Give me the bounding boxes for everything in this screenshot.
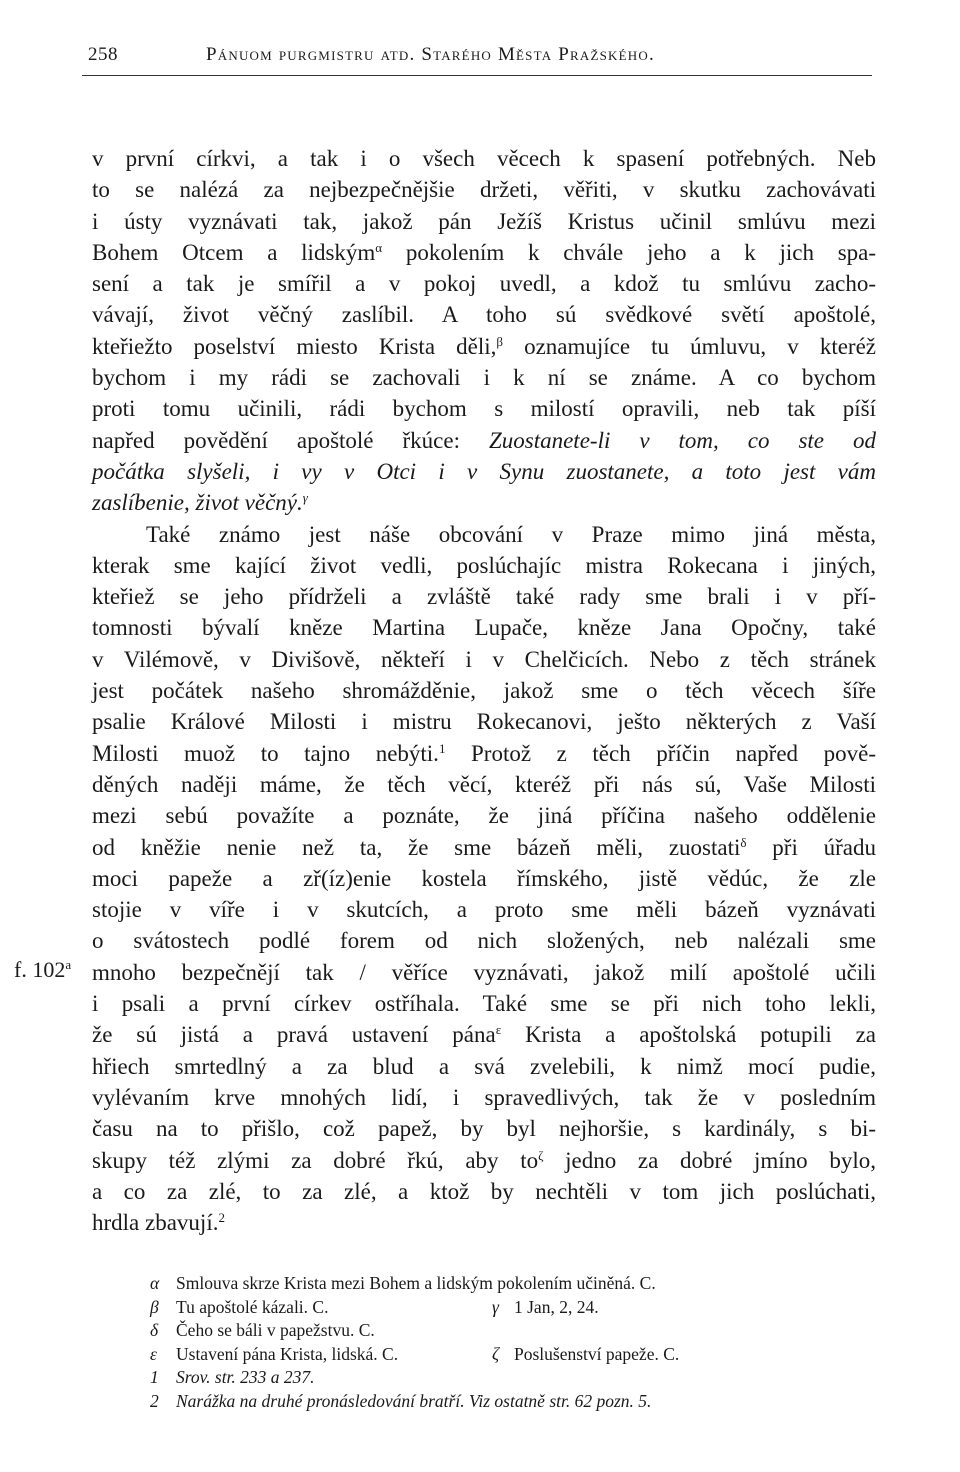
- header-rule: [82, 75, 872, 76]
- text-line: času na to přišlo, což papež, by byl nejhoršie, s kardinály, s bi-: [92, 1116, 876, 1142]
- text-line: Milosti muož to tajno nebýti.$^1$ Protož z těch příčin napřed pově-: [92, 740, 876, 766]
- text-line: o svátostech podlé forem od nich složených, neb nalézali sme: [92, 928, 876, 954]
- text-line: kteřiežto poselství miesto Krista děli,$^\beta$ oznamujíce tu úmluvu, v kteréž: [92, 333, 877, 359]
- text-line: hřiech smrtedlný a za blud a svá zvelebili, k nimž mocí pudie,: [92, 1053, 876, 1079]
- note-mark: β: [496, 333, 503, 349]
- text-line: že sú jistá a pravá ustavení pána$^\varepsilon$ Krista a apoštolská potupili za: [92, 1022, 877, 1048]
- text-line: zaslíbenie, život věčný.$^\gamma$: [92, 490, 308, 516]
- footnote: δ Čeho se báli v papežstvu. C.: [150, 1320, 375, 1341]
- text-line: psalie Králové Milosti i mistru Rokecanovi, ješto některých z Vaší: [92, 709, 876, 735]
- text-line: a co za zlé, to za zlé, a ktož by nechtěli v tom jich poslúchati,: [92, 1178, 876, 1204]
- text-line: to se nalézá za nejbezpečnějšie držeti, věřiti, v skutku zachovávati: [92, 177, 876, 203]
- running-title: Pánuom purgmistru atd. Starého Města Pražského.: [206, 44, 655, 65]
- text-line: proti tomu učinili, rádi bychom s milostí opravili, neb tak píší: [92, 396, 876, 422]
- text-line: sení a tak je smířil a v pokoj uvedl, a kdož tu smlúvu zacho-: [92, 271, 876, 297]
- note-mark: δ: [740, 834, 747, 850]
- text-line: vávají, život věčný zaslíbil. A toho sú svědkové světí apoštolé,: [92, 302, 876, 328]
- text-line: napřed povědění apoštolé řkúce: Zuostanete-li v tom, co ste od: [92, 427, 877, 453]
- note-mark: γ: [302, 490, 308, 506]
- note-mark: ζ: [538, 1147, 544, 1163]
- text-line: Bohem Otcem a lidským$^\alpha$ pokolením k chvále jeho a k jich spa-: [92, 239, 877, 265]
- text-line: jest počátek našeho shromážděnie, jakož sme o těch věcech šíře: [92, 678, 876, 704]
- text-line: v první církvi, a tak i o všech věcech k spasení potřebných. Neb: [92, 146, 876, 171]
- text-line: mnoho bezpečnějí tak / věříce vyznávati, jakož milí apoštolé učili: [92, 959, 876, 985]
- footnote: 1 Srov. str. 233 a 237.: [150, 1367, 315, 1388]
- note-mark: 1: [438, 740, 446, 756]
- footnote: ε Ustavení pána Krista, lidská. C. ζ Poslušenství papeže. C.: [150, 1343, 880, 1367]
- page-number: 258: [88, 44, 118, 65]
- note-mark: α: [375, 239, 383, 255]
- text-line: počátka slyšeli, i vy v Otci i v Synu zuostanete, a toto jest vám: [92, 458, 876, 484]
- footnote: α Smlouva skrze Krista mezi Bohem a lidským pokolením učiněná. C.: [150, 1273, 656, 1293]
- text-line: tomnosti bývalí kněze Martina Lupače, kněze Jana Opočny, také: [92, 615, 876, 641]
- footnote: β Tu apoštolé kázali. C. γ 1 Jan, 2, 24.: [150, 1296, 880, 1320]
- text-line: moci papeže a zř(íz)enie kostela římského, jistě vědúc, že zle: [92, 865, 876, 891]
- footnote: 2 Narážka na druhé pronásledování bratří. Viz ostatně str. 62 pozn. 5.: [150, 1390, 652, 1411]
- text-line: stojie v víře i v skutcích, a proto sme měli bázeň vyznávati: [92, 897, 876, 923]
- text-line: Také známo jest náše obcování v Praze mimo jiná města,: [146, 521, 876, 547]
- text-line: kterak sme kající život vedli, poslúchajíc mistra Rokecana i jiných,: [92, 552, 876, 578]
- note-mark: ε: [495, 1022, 502, 1038]
- text-line: děných naději máme, že těch věcí, kteréž při nás sú, Vaše Milosti: [92, 771, 876, 797]
- text-line: i psali a první církev ostříhala. Také sme se při nich toho lekli,: [92, 991, 876, 1017]
- text-line: v Vilémově, v Divišově, někteří i v Chelčicích. Nebo z těch stránek: [92, 646, 876, 672]
- footnotes: [150, 1272, 880, 1414]
- text-line: kteřiež se jeho přídrželi a zvláště také rady sme brali i v pří-: [92, 584, 876, 610]
- text-line: bychom i my rádi se zachovali i k ní se známe. A co bychom: [92, 365, 876, 391]
- note-mark: 2: [218, 1210, 225, 1226]
- main-text: [92, 143, 876, 1238]
- text-line: i ústy vyznávati tak, jakož pán Ježíš Kristus učinil smlúvu mezi: [92, 208, 876, 234]
- text-line: mezi sebú považíte a poznáte, že jiná příčina našeho oddělenie: [92, 803, 876, 829]
- text-line: vylévaním krve mnohých lidí, i spravedlivých, tak že v posledním: [92, 1084, 876, 1110]
- footnote: γ 1 Jan, 2, 24.: [492, 1296, 599, 1317]
- footnote: ζ Poslušenství papeže. C.: [492, 1343, 680, 1364]
- margin-folio-note: f. 102$^a$: [14, 957, 72, 982]
- text-line: hrdla zbavují.$^2$: [92, 1210, 225, 1236]
- text-line: od kněžie nenie než ta, že sme bázeň měli, zuostati$^\delta$ při úřadu: [92, 834, 876, 860]
- text-line: skupy též zlými za dobré řkú, aby $to^\zeta$ jedno za dobré jmíno bylo,: [92, 1147, 876, 1173]
